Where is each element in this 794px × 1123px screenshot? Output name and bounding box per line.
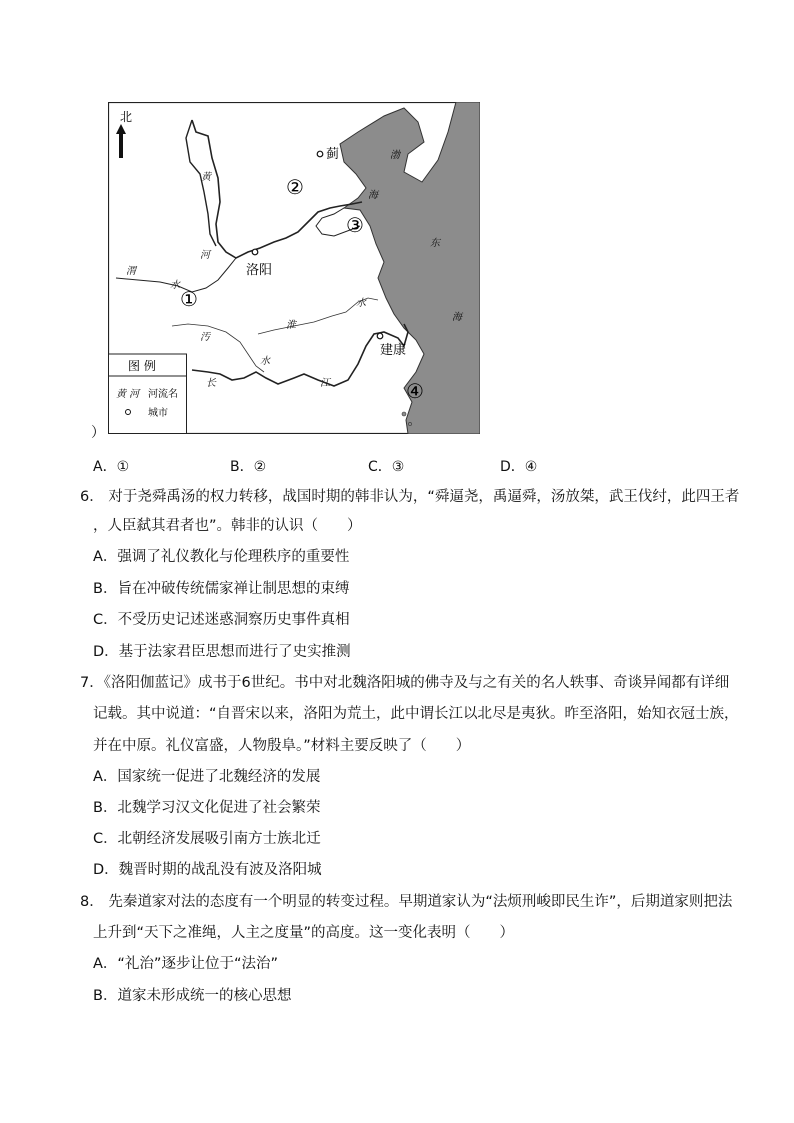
city-luoyang: 洛阳 — [246, 263, 273, 278]
q6-option-b: B．旨在冲破传统儒家禅让制思想的束缚 — [93, 581, 350, 597]
city-ji-icon — [317, 151, 323, 157]
legend-city-label: 城市 — [148, 408, 168, 419]
legend-title: 图 例 — [128, 359, 156, 373]
q7-stem-line1: 7．《洛阳伽蓝记》成书于6世纪。书中对北魏洛阳城的佛寺及与之有关的名人轶事、奇谈异闻都有详细 — [80, 675, 730, 691]
q5-option-c: C．③ — [368, 459, 405, 475]
city-jiankang: 建康 — [380, 343, 407, 358]
city-ji: 蓟 — [326, 147, 340, 162]
question-paren: ） — [91, 425, 105, 441]
q8-stem-line2: 上升到“天下之准绳，人主之度量”的高度。这一变化表明（ ） — [93, 925, 515, 941]
label-chang: 长 — [206, 378, 216, 389]
label-he: 河 — [200, 250, 210, 261]
legend-city-icon — [126, 410, 131, 415]
label-wei: 渭 — [126, 266, 136, 277]
marker-4: ④ — [406, 379, 424, 403]
marker-3: ③ — [346, 213, 364, 237]
q7-stem-line3: 并在中原。礼仪富盛，人物殷阜。”材料主要反映了（ ） — [93, 738, 471, 754]
label-bohai-hai: 海 — [368, 190, 378, 201]
q6-stem-line1: 6． 对于尧舜禹汤的权力转移，战国时期的韩非认为，“舜逼尧，禹逼舜，汤放桀，武王伐纣，此四王者 — [80, 489, 740, 505]
north-label: 北 — [120, 110, 133, 124]
q5-option-d: D．④ — [500, 459, 538, 475]
label-han: 汚 — [200, 332, 210, 343]
q7-option-d: D．魏晋时期的战乱没有波及洛阳城 — [93, 862, 322, 878]
label-huai-shui: 水 — [356, 298, 366, 309]
label-han-shui: 水 — [260, 356, 270, 367]
map-legend — [109, 354, 187, 434]
q6-option-a: A．强调了礼仪教化与伦理秩序的重要性 — [93, 549, 350, 565]
city-luoyang-icon — [252, 249, 258, 255]
q7-option-b: B．北魏学习汉文化促进了社会繁荣 — [93, 800, 321, 816]
q8-option-b: B．道家未形成统一的核心思想 — [93, 988, 292, 1004]
island — [402, 412, 406, 416]
city-jiankang-icon — [377, 333, 383, 339]
q6-option-c: C．不受历史记述迷惑洞察历史事件真相 — [93, 612, 350, 628]
legend-river-sample: 黄 河 — [116, 389, 140, 400]
q5-option-a: A．① — [93, 459, 130, 475]
label-bo: 渤 — [390, 150, 400, 161]
q7-option-c: C．北朝经济发展吸引南方士族北迁 — [93, 831, 321, 847]
marker-2: ② — [286, 175, 304, 199]
legend-river-label: 河流名 — [148, 389, 178, 400]
label-donghai-hai: 海 — [452, 312, 462, 323]
q6-stem-line2: ，人臣弑其君者也”。韩非的认识（ ） — [93, 518, 362, 534]
q7-option-a: A．国家统一促进了北魏经济的发展 — [93, 769, 321, 785]
label-huang: 黄 — [201, 172, 211, 183]
historical-map — [108, 102, 480, 434]
label-wei-shui: 水 — [170, 280, 180, 291]
label-jiang: 江 — [320, 378, 330, 389]
q5-option-b: B．② — [230, 459, 267, 475]
label-dong: 东 — [430, 238, 440, 249]
label-huai: 淮 — [286, 320, 296, 331]
marker-1: ① — [180, 287, 198, 311]
q6-option-d: D．基于法家君臣思想而进行了史实推测 — [93, 644, 351, 660]
island — [408, 422, 411, 425]
q8-stem-line1: 8． 先秦道家对法的态度有一个明显的转变过程。早期道家认为“法烦刑峻即民生诈”，后期道家则把法 — [80, 894, 733, 910]
q7-stem-line2: 记载。其中说道：“自晋宋以来，洛阳为荒土，此中谓长江以北尽是夷狄。昨至洛阳，始知衣冠士族， — [93, 706, 739, 722]
q8-option-a: A．“礼治”逐步让位于“法治” — [93, 956, 278, 972]
